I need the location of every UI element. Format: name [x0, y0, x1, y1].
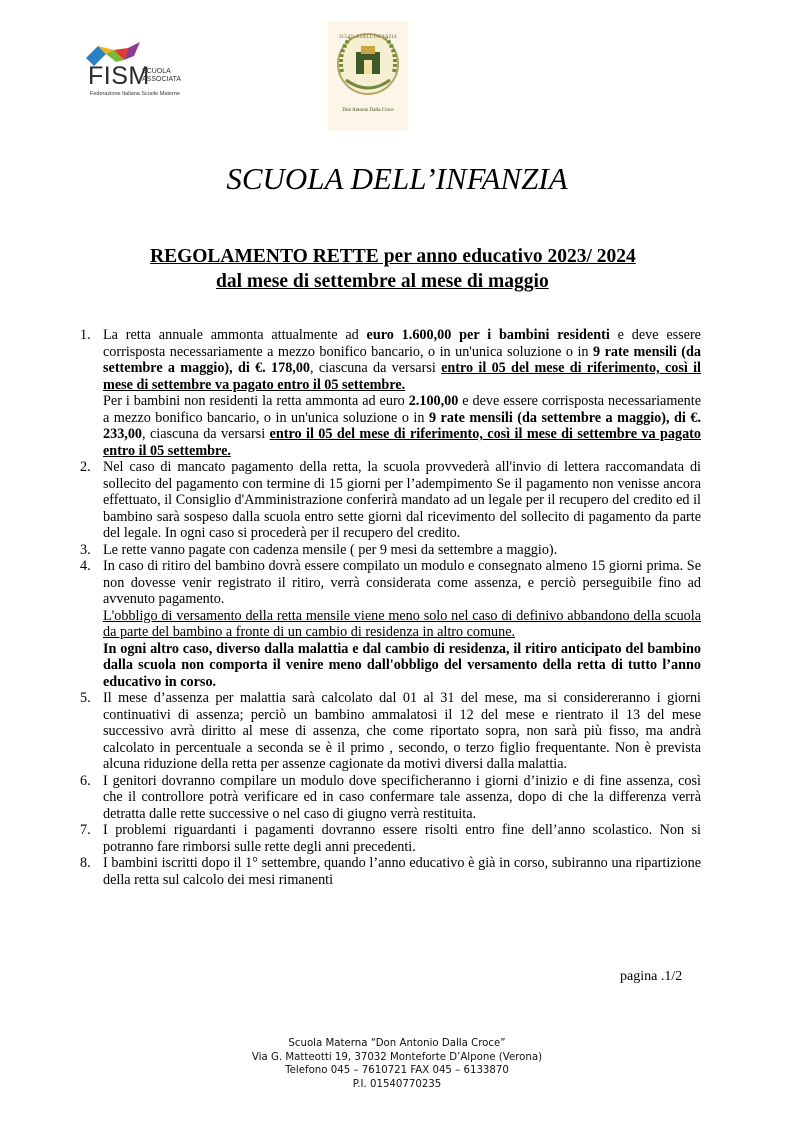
list-item [80, 855, 701, 888]
subtitle-line1 [150, 244, 710, 269]
rule-text: I bambini iscritti dopo il 1° settembre, quando l’anno educativo è già in corso, subiranno una ripartizione della retta sul calcolo dei mesi rimanenti [103, 855, 701, 888]
text-span: e deve essere corrisposta necessariamente a mezzo bonifico bancario, o in un'unica soluzione o in [103, 393, 701, 426]
item-number: 5. [80, 690, 91, 706]
footer-phone: Telefono 045 – 7610721 FAX 045 – 6133870 [285, 1065, 509, 1077]
rule-1-non-residents [103, 393, 701, 459]
text-span: La retta annuale ammonta attualmente ad [103, 327, 367, 343]
school-seal-logo [328, 22, 408, 130]
rules-list [80, 327, 701, 888]
fism-logo [84, 40, 204, 100]
footer-address: Via G. Matteotti 19, 37032 Monteforte D’Alpone (Verona) [251, 1051, 543, 1063]
item-number: 2. [80, 459, 91, 475]
svg-text:SCUOLA DELL'INFANZIA: SCUOLA DELL'INFANZIA [339, 35, 397, 40]
text-bold: 2.100,00 [408, 393, 459, 409]
list-item [80, 558, 701, 690]
fism-subtitle [142, 68, 181, 84]
rule-text-underlined: L'obbligo di versamento della retta mensile viene meno solo nel caso di definivo abbandono della scuola da parte del bambino a fronte di un cambio di residenza in altro comune. [103, 607, 701, 640]
list-item [80, 822, 701, 855]
regulation-subtitle [150, 244, 710, 294]
rule-text: I genitori dovranno compilare un modulo dove specificheranno i giorni d’inizio e di fine assenza, così che il controllore potrà verificare ed in caso confermare tale assenza, dopo di che la differenza verrà detratta dalle rette successive o nel caso di giugno verrà restituita. [103, 772, 701, 822]
rule-text: Le rette vanno pagate con cadenza mensile ( per 9 mesi da settembre a maggio). [103, 541, 558, 558]
page-number: pagina .1/2 [620, 969, 683, 984]
fism-wordmark: FISM [88, 62, 150, 90]
list-item [80, 773, 701, 823]
rule-text: I problemi riguardanti i pagamenti dovranno essere risolti entro fine dell’anno scolastico. Non si potranno fare rimborsi sulle rette degli anni precedenti. [103, 822, 701, 855]
text-span: , ciascuna da versarsi [310, 360, 442, 376]
text-span: Per i bambini non residenti la retta ammonta ad euro [103, 393, 409, 409]
text-span: , ciascuna da versarsi [142, 426, 270, 442]
page-title: SCUOLA DELL’INFANZIA [226, 161, 568, 196]
rule-text-bold: In ogni altro caso, diverso dalla malattia e dal cambio di residenza, il ritiro anticipato del bambino dalla scuola non comporta il venire meno dall'obbligo del versamento della retta di tutto l’anno educativo in corso. [103, 640, 701, 690]
item-number: 3. [80, 541, 91, 558]
list-item [80, 459, 701, 542]
footer-school-name: Scuola Materna “Don Antonio Dalla Croce” [288, 1038, 506, 1049]
fism-line2: ASSOCIATA [142, 76, 182, 83]
item-number: 6. [80, 772, 91, 789]
rule-1-residents [103, 327, 701, 393]
fism-line1: SCUOLA [142, 68, 171, 75]
list-item [80, 690, 701, 773]
text-bold: 9 rate mensili (da settembre a maggio), di €. 178,00 [103, 343, 701, 376]
text-bold: euro 1.600,00 per i bambini residenti [366, 327, 610, 343]
rule-text: Nel caso di mancato pagamento della retta, la scuola provvederà all'invio di lettera raccomandata di sollecito del pagamento con termine di 15 giorni per l’adempimento Se il pagamento non venisse ancora effettuato, il Consiglio d'Amministrazione conferirà mandato ad un legale per il recupero del credito ed il bambino sarà sospeso dalla scuola entro sette giorni dal ricevimento del sollecito di pagamento da parte del legale. In ogni caso si procederà per il recupero del credito. [103, 459, 701, 541]
fism-federation: Federazione Italiana Scuole Materne [90, 91, 180, 97]
item-number: 7. [80, 822, 91, 838]
item-number: 4. [80, 558, 91, 574]
list-item [80, 327, 701, 459]
rule-text: In caso di ritiro del bambino dovrà essere compilato un modulo e consegnato almeno 15 giorni prima. Se non dovesse venir registrato il ritiro, verrà considerata come assenza, e perciò perseguibile fino ad avvenuto pagamento. [103, 558, 701, 607]
footer [0, 1037, 794, 1091]
list-item [80, 542, 701, 559]
text-bold-underlined: entro il 05 del mese di riferimento, così il mese di settembre va pagato entro il 05 settembre. [103, 360, 701, 393]
footer-vat: P.I. 01540770235 [352, 1078, 442, 1090]
item-number: 1. [80, 327, 91, 343]
text-span: e deve essere corrisposta necessariamente a mezzo bonifico bancario, o in un'unica soluzione o in [103, 327, 701, 360]
subtitle-line2: dal mese di settembre al mese di maggio [216, 271, 549, 292]
seal-graphic [328, 22, 408, 130]
subtitle-line1-rest: per anno educativo 2023/ 2024 [378, 246, 636, 267]
seal-caption: Don Antonio Dalla Croce [342, 108, 394, 113]
item-number: 8. [80, 855, 91, 871]
subtitle-line1-underlined: REGOLAMENTO RETTE [150, 246, 379, 267]
text-bold: 9 rate mensili (da settembre a maggio), di €. 233,00 [103, 409, 701, 442]
rule-text: Il mese d’assenza per malattia sarà calcolato dal 01 al 31 del mese, ma si considereranno i giorni continuativi di assenza; perciò un bambino ammalatosi il 12 del mese e rientrato il 13 del mese successivo avrà diritto al mese di assenza, che come riportato sopra, non sarà più fisso, ma andrà calcolato in percentuale a seconda se è il primo , secondo, o terzo figlio frequentante. Non è prevista alcuna riduzione della retta per assenze cagionate da motivi diversi dalla malattia. [103, 690, 701, 772]
text-bold-underlined: entro il 05 del mese di riferimento, così il mese di settembre va pagato entro il 05 settembre. [103, 426, 701, 459]
